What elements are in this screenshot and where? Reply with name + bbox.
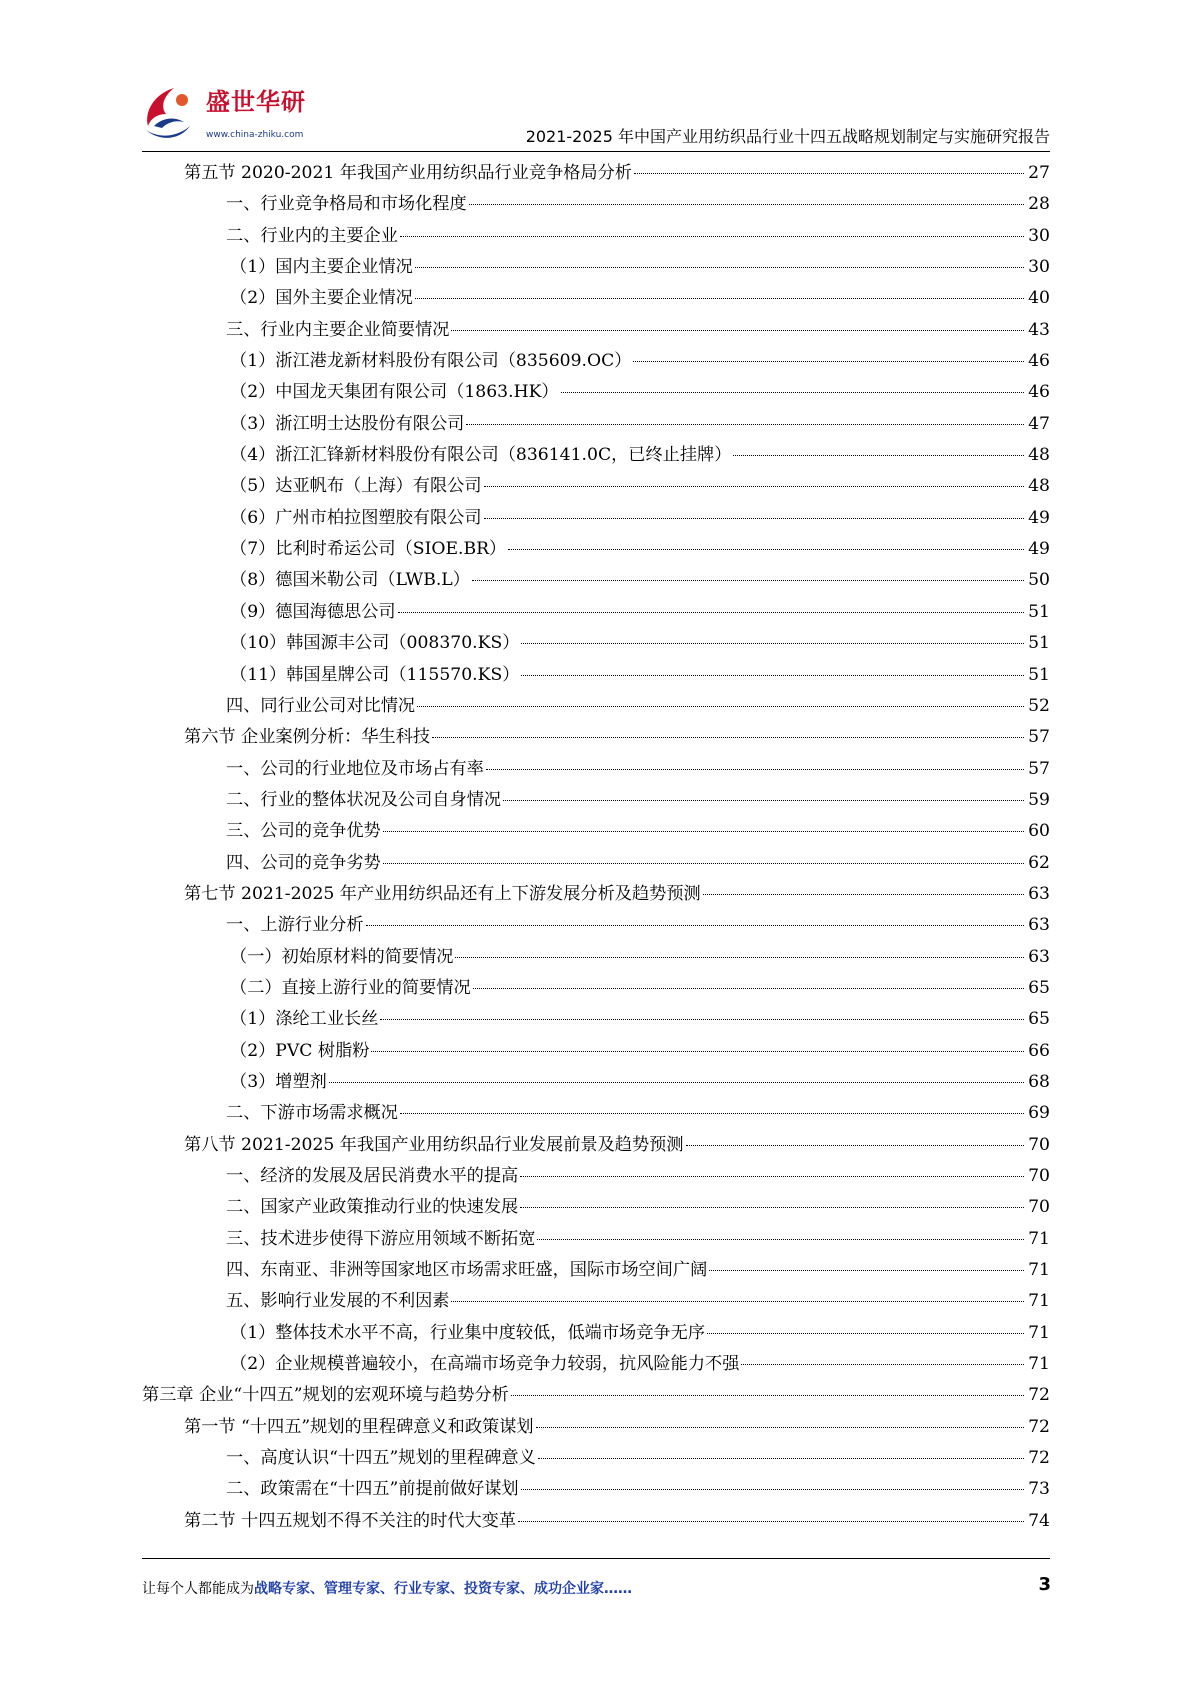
toc-entry[interactable]	[142, 1318, 1050, 1349]
toc-dot-leader	[521, 643, 1024, 644]
toc-dot-leader	[537, 1239, 1024, 1240]
toc-entry-title: 第二节 十四五规划不得不关注的时代大变革	[184, 1510, 517, 1531]
toc-dot-leader	[508, 549, 1024, 550]
toc-entry-page: 71	[1028, 1260, 1050, 1281]
toc-entry-title: 二、行业内的主要企业	[226, 225, 398, 246]
toc-entry-title: 四、同行业公司对比情况	[226, 695, 416, 716]
toc-dot-leader	[741, 1364, 1024, 1365]
toc-entry-page: 48	[1028, 476, 1050, 497]
toc-entry-page: 43	[1028, 319, 1050, 340]
toc-entry-page: 63	[1028, 946, 1050, 967]
toc-entry[interactable]	[142, 1130, 1050, 1161]
toc-entry-title: 二、下游市场需求概况	[226, 1103, 398, 1124]
toc-dot-leader	[503, 800, 1024, 801]
toc-entry-title: 一、上游行业分析	[226, 915, 364, 936]
toc-dot-leader	[417, 706, 1024, 707]
toc-entry[interactable]	[142, 440, 1050, 471]
footer-divider	[142, 1558, 1050, 1559]
toc-entry-title: （2）中国龙天集团有限公司（1863.HK）	[230, 382, 559, 403]
toc-entry-title: 第一节 “十四五”规划的里程碑意义和政策谋划	[184, 1416, 534, 1437]
toc-entry-title: （7）比利时希运公司（SIOE.BR）	[230, 539, 507, 560]
toc-entry-page: 72	[1028, 1416, 1050, 1437]
toc-dot-leader	[451, 330, 1024, 331]
toc-entry-page: 47	[1028, 413, 1050, 434]
toc-dot-leader	[380, 1019, 1024, 1020]
toc-entry-title: （1）国内主要企业情况	[230, 257, 413, 278]
toc-dot-leader	[520, 1207, 1024, 1208]
toc-entry[interactable]	[142, 158, 1050, 189]
logo-swoosh-icon	[140, 82, 202, 144]
toc-entry-page: 71	[1028, 1322, 1050, 1343]
toc-entry-title: （5）达亚帆布（上海）有限公司	[230, 476, 482, 497]
toc-entry-title: （1）整体技术水平不高，行业集中度较低，低端市场竞争无序	[230, 1322, 706, 1343]
toc-entry-page: 72	[1028, 1448, 1050, 1469]
toc-dot-leader	[432, 737, 1024, 738]
toc-entry[interactable]	[142, 879, 1050, 910]
toc-entry-page: 51	[1028, 664, 1050, 685]
footer-slogan-emphasis: 战略专家、管理专家、行业专家、投资专家、成功企业家……	[254, 1581, 632, 1597]
toc-entry[interactable]	[142, 409, 1050, 440]
toc-entry-page: 49	[1028, 507, 1050, 528]
footer-slogan	[142, 1578, 632, 1598]
toc-entry-title: 第七节 2021-2025 年产业用纺织品还有上下游发展分析及趋势预测	[184, 883, 701, 904]
toc-entry-title: 二、政策需在“十四五”前提前做好谋划	[226, 1479, 519, 1500]
toc-entry-title: （一）初始原材料的简要情况	[230, 946, 454, 967]
toc-entry[interactable]	[142, 754, 1050, 785]
toc-dot-leader	[518, 1521, 1024, 1522]
toc-entry-page: 65	[1028, 1009, 1050, 1030]
toc-entry[interactable]	[142, 1004, 1050, 1035]
toc-entry-title: 二、国家产业政策推动行业的快速发展	[226, 1197, 519, 1218]
toc-dot-leader	[633, 361, 1024, 362]
toc-dot-leader	[329, 1082, 1024, 1083]
toc-dot-leader	[415, 298, 1024, 299]
toc-dot-leader	[469, 204, 1024, 205]
toc-entry-page: 70	[1028, 1134, 1050, 1155]
toc-entry-title: 一、公司的行业地位及市场占有率	[226, 758, 484, 779]
toc-entry-page: 62	[1028, 852, 1050, 873]
toc-entry-page: 70	[1028, 1197, 1050, 1218]
toc-dot-leader	[709, 1270, 1024, 1271]
logo-url: www.china-zhiku.com	[206, 130, 304, 140]
toc-entry-title: 四、东南亚、非洲等国家地区市场需求旺盛，国际市场空间广阔	[226, 1260, 708, 1281]
toc-entry[interactable]	[142, 346, 1050, 377]
toc-dot-leader	[400, 236, 1024, 237]
toc-entry-page: 57	[1028, 727, 1050, 748]
toc-entry-page: 28	[1028, 194, 1050, 215]
toc-entry-page: 51	[1028, 633, 1050, 654]
page-number: 3	[1038, 1574, 1051, 1595]
toc-dot-leader	[455, 957, 1024, 958]
toc-entry-title: 五、影响行业发展的不利因素	[226, 1291, 450, 1312]
toc-dot-leader	[536, 1427, 1024, 1428]
toc-entry-page: 74	[1028, 1510, 1050, 1531]
toc-entry-page: 59	[1028, 789, 1050, 810]
toc-dot-leader	[415, 267, 1024, 268]
toc-entry[interactable]	[142, 660, 1050, 691]
toc-entry[interactable]	[142, 471, 1050, 502]
toc-entry[interactable]	[142, 1161, 1050, 1192]
toc-entry-page: 73	[1028, 1479, 1050, 1500]
toc-dot-leader	[703, 894, 1024, 895]
toc-entry-title: （1）涤纶工业长丝	[230, 1009, 379, 1030]
toc-dot-leader	[398, 612, 1024, 613]
toc-entry[interactable]	[142, 1412, 1050, 1443]
toc-entry-title: 一、行业竞争格局和市场化程度	[226, 194, 467, 215]
toc-dot-leader	[472, 580, 1024, 581]
toc-entry-page: 70	[1028, 1166, 1050, 1186]
toc-entry-page: 72	[1028, 1385, 1050, 1406]
toc-entry-page: 69	[1028, 1103, 1050, 1124]
toc-entry-title: 三、行业内主要企业简要情况	[226, 319, 450, 340]
toc-entry[interactable]	[142, 1224, 1050, 1255]
logo-text: 盛世华研	[206, 88, 306, 116]
toc-entry-title: 一、高度认识“十四五”规划的里程碑意义	[226, 1448, 536, 1469]
toc-entry-title: （2）PVC 树脂粉	[230, 1040, 370, 1061]
toc-entry-title: （二）直接上游行业的简要情况	[230, 977, 471, 998]
toc-entry-page: 63	[1028, 883, 1050, 904]
toc-entry-title: （8）德国米勒公司（LWB.L）	[230, 570, 470, 591]
toc-entry[interactable]	[142, 377, 1050, 408]
header-divider	[142, 151, 1050, 152]
toc-entry-title: 四、公司的竞争劣势	[226, 852, 381, 873]
toc-entry-page: 65	[1028, 977, 1050, 998]
toc-entry-title: （4）浙江汇锋新材料股份有限公司（836141.0C，已终止挂牌）	[230, 445, 732, 466]
toc-dot-leader	[686, 1145, 1024, 1146]
toc-entry[interactable]	[142, 1192, 1050, 1223]
toc-entry[interactable]	[142, 848, 1050, 879]
toc-entry[interactable]	[142, 1286, 1050, 1317]
report-title: 2021-2025 年中国产业用纺织品行业十四五战略规划制定与实施研究报告	[525, 127, 1050, 146]
toc-entry[interactable]	[142, 1349, 1050, 1380]
toc-entry[interactable]	[142, 1255, 1050, 1286]
toc-entry[interactable]	[142, 628, 1050, 659]
toc-entry-title: （11）韩国星牌公司（115570.KS）	[230, 664, 520, 685]
toc-entry[interactable]	[142, 534, 1050, 565]
toc-entry-title: 三、公司的竞争优势	[226, 821, 381, 842]
toc-entry[interactable]	[142, 1474, 1050, 1505]
toc-entry-title: 第六节 企业案例分析：华生科技	[184, 727, 431, 748]
toc-entry-page: 30	[1028, 257, 1050, 278]
toc-dot-leader	[371, 1051, 1024, 1052]
toc-dot-leader	[383, 831, 1024, 832]
toc-entry-page: 27	[1028, 163, 1050, 183]
toc-entry-page: 52	[1028, 695, 1050, 716]
toc-entry[interactable]	[142, 283, 1050, 314]
toc-entry-page: 71	[1028, 1354, 1050, 1375]
toc-entry[interactable]	[142, 1506, 1050, 1537]
table-of-contents	[142, 158, 1050, 1537]
toc-entry[interactable]	[142, 973, 1050, 1004]
toc-entry[interactable]	[142, 1098, 1050, 1129]
toc-entry[interactable]	[142, 785, 1050, 816]
toc-entry-page: 40	[1028, 288, 1050, 309]
toc-entry-title: 三、技术进步使得下游应用领域不断拓宽	[226, 1228, 536, 1249]
toc-entry-page: 71	[1028, 1228, 1050, 1249]
toc-entry-page: 48	[1028, 445, 1050, 466]
toc-entry-page: 49	[1028, 539, 1050, 560]
toc-dot-leader	[484, 486, 1024, 487]
toc-entry-title: （3）增塑剂	[230, 1071, 327, 1092]
toc-dot-leader	[707, 1333, 1024, 1334]
toc-entry[interactable]	[142, 503, 1050, 534]
toc-entry-page: 50	[1028, 570, 1050, 591]
toc-entry[interactable]	[142, 597, 1050, 628]
toc-dot-leader	[466, 424, 1024, 425]
toc-entry-title: 第八节 2021-2025 年我国产业用纺织品行业发展前景及趋势预测	[184, 1134, 684, 1155]
toc-entry[interactable]	[142, 942, 1050, 973]
toc-entry-title: （10）韩国源丰公司（008370.KS）	[230, 633, 520, 654]
company-logo	[140, 82, 330, 146]
toc-dot-leader	[511, 1395, 1024, 1396]
toc-dot-leader	[733, 455, 1024, 456]
toc-entry-page: 63	[1028, 915, 1050, 936]
toc-entry-page: 57	[1028, 758, 1050, 779]
toc-entry[interactable]	[142, 252, 1050, 283]
toc-dot-leader	[484, 518, 1024, 519]
toc-entry[interactable]	[142, 1443, 1050, 1474]
toc-dot-leader	[383, 863, 1024, 864]
toc-entry[interactable]	[142, 189, 1050, 220]
toc-entry[interactable]	[142, 221, 1050, 252]
toc-dot-leader	[561, 392, 1024, 393]
toc-entry[interactable]	[142, 691, 1050, 722]
toc-dot-leader	[521, 675, 1024, 676]
toc-entry-title: （3）浙江明士达股份有限公司	[230, 413, 465, 434]
toc-entry[interactable]	[142, 722, 1050, 753]
toc-entry[interactable]	[142, 910, 1050, 941]
toc-entry-page: 51	[1028, 601, 1050, 622]
toc-dot-leader	[486, 769, 1024, 770]
toc-entry[interactable]	[142, 1036, 1050, 1067]
toc-entry-title: （9）德国海德思公司	[230, 601, 396, 622]
toc-entry[interactable]	[142, 565, 1050, 596]
toc-dot-leader	[473, 988, 1024, 989]
toc-entry-title: 第五节 2020-2021 年我国产业用纺织品行业竞争格局分析	[184, 163, 632, 183]
toc-entry-title: （1）浙江港龙新材料股份有限公司（835609.OC）	[230, 351, 632, 372]
toc-entry-title: （2）企业规模普遍较小，在高端市场竞争力较弱，抗风险能力不强	[230, 1354, 740, 1375]
toc-entry-page: 30	[1028, 225, 1050, 246]
toc-dot-leader	[538, 1458, 1024, 1459]
toc-entry-title: （2）国外主要企业情况	[230, 288, 413, 309]
toc-entry-page: 46	[1028, 382, 1050, 403]
toc-dot-leader	[520, 1176, 1024, 1177]
toc-entry-title: 第三章 企业“十四五”规划的宏观环境与趋势分析	[142, 1385, 509, 1406]
toc-entry-page: 71	[1028, 1291, 1050, 1312]
toc-dot-leader	[366, 925, 1024, 926]
footer-slogan-prefix: 让每个人都能成为	[142, 1581, 254, 1597]
toc-entry-page: 60	[1028, 821, 1050, 842]
toc-entry-page: 68	[1028, 1071, 1050, 1092]
toc-entry-page: 46	[1028, 351, 1050, 372]
toc-entry-title: 一、经济的发展及居民消费水平的提高	[226, 1166, 519, 1186]
toc-entry-title: （6）广州市柏拉图塑胶有限公司	[230, 507, 482, 528]
toc-dot-leader	[400, 1113, 1024, 1114]
toc-entry[interactable]	[142, 816, 1050, 847]
toc-entry-title: 二、行业的整体状况及公司自身情况	[226, 789, 502, 810]
toc-entry[interactable]	[142, 315, 1050, 346]
toc-entry[interactable]	[142, 1067, 1050, 1098]
toc-entry[interactable]	[142, 1380, 1050, 1411]
toc-dot-leader	[521, 1489, 1024, 1490]
toc-dot-leader	[451, 1301, 1024, 1302]
toc-entry-page: 66	[1028, 1040, 1050, 1061]
toc-dot-leader	[634, 173, 1024, 174]
